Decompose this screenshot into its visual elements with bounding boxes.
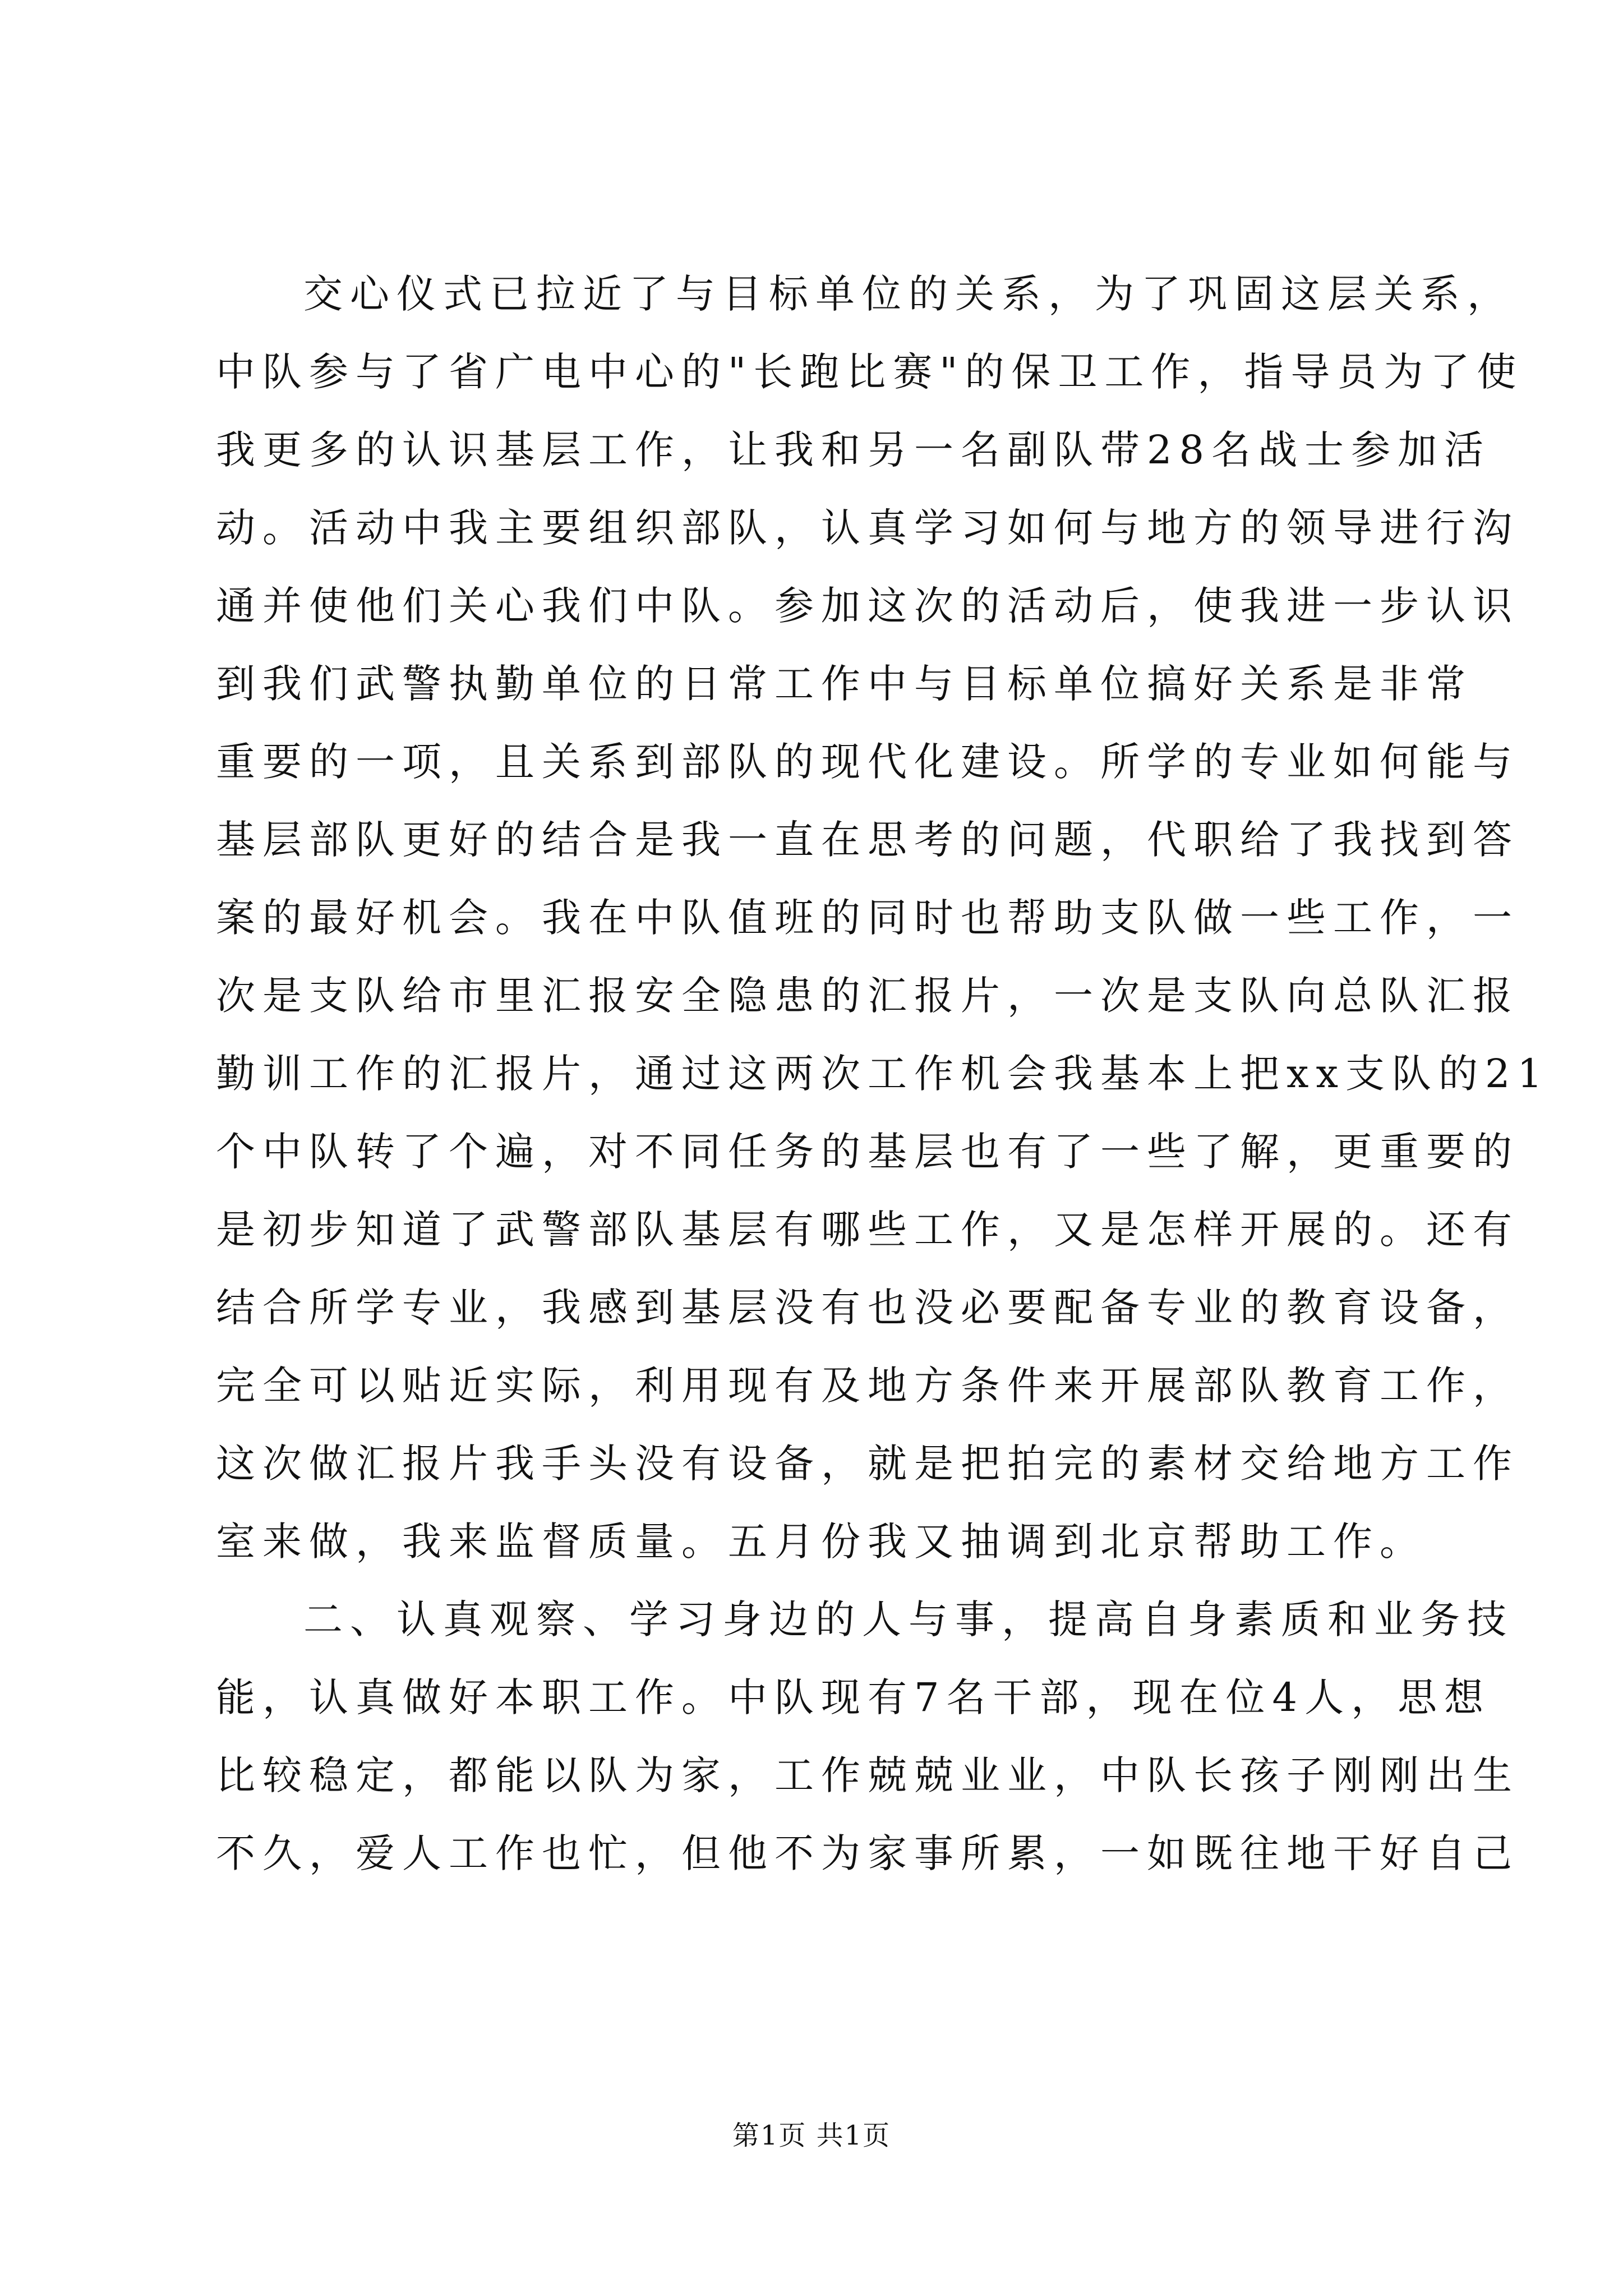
text-line: 通并使他们关心我们中队。参加这次的活动后，使我进一步认识 <box>216 583 1519 629</box>
page-footer: 第1页 共1页 <box>732 2120 891 2151</box>
text-line: 动。活动中我主要组织部队，认真学习如何与地方的领导进行沟 <box>216 505 1519 551</box>
text-line: 二、认真观察、学习身边的人与事，提高自身素质和业务技 <box>303 1596 1514 1642</box>
text-line: 我更多的认识基层工作，让我和另一名副队带28名战士参加活 <box>216 427 1491 473</box>
text-line: 重要的一项，且关系到部队的现代化建设。所学的专业如何能与 <box>216 739 1519 785</box>
text-line: 能，认真做好本职工作。中队现有7名干部，现在位4人，思想 <box>216 1674 1491 1720</box>
text-line: 交心仪式已拉近了与目标单位的关系，为了巩固这层关系， <box>303 271 1514 317</box>
text-line: 次是支队给市里汇报安全隐患的汇报片，一次是支队向总队汇报 <box>216 973 1519 1019</box>
text-line: 中队参与了省广电中心的"长跑比赛"的保卫工作，指导员为了使 <box>216 349 1524 395</box>
text-line: 结合所学专业，我感到基层没有也没必要配备专业的教育设备， <box>216 1285 1519 1331</box>
text-line: 个中队转了个遍，对不同任务的基层也有了一些了解，更重要的 <box>216 1129 1519 1175</box>
text-line: 不久，爱人工作也忙，但他不为家事所累，一如既往地干好自己 <box>216 1830 1519 1876</box>
text-line: 比较稳定，都能以队为家，工作兢兢业业，中队长孩子刚刚出生 <box>216 1752 1519 1798</box>
text-line: 勤训工作的汇报片，通过这两次工作机会我基本上把xx支队的21 <box>216 1051 1550 1097</box>
text-line: 是初步知道了武警部队基层有哪些工作，又是怎样开展的。还有 <box>216 1207 1519 1253</box>
text-line: 到我们武警执勤单位的日常工作中与目标单位搞好关系是非常 <box>216 661 1473 707</box>
text-line: 案的最好机会。我在中队值班的同时也帮助支队做一些工作，一 <box>216 895 1519 941</box>
paragraph-1 <box>216 255 1550 1581</box>
text-line: 这次做汇报片我手头没有设备，就是把拍完的素材交给地方工作 <box>216 1441 1519 1487</box>
body-text <box>216 255 1550 1893</box>
text-line: 完全可以贴近实际，利用现有及地方条件来开展部队教育工作， <box>216 1363 1519 1409</box>
text-line: 基层部队更好的结合是我一直在思考的问题，代职给了我找到答 <box>216 817 1519 863</box>
paragraph-2 <box>216 1581 1519 1893</box>
text-line: 室来做，我来监督质量。五月份我又抽调到北京帮助工作。 <box>216 1519 1426 1565</box>
